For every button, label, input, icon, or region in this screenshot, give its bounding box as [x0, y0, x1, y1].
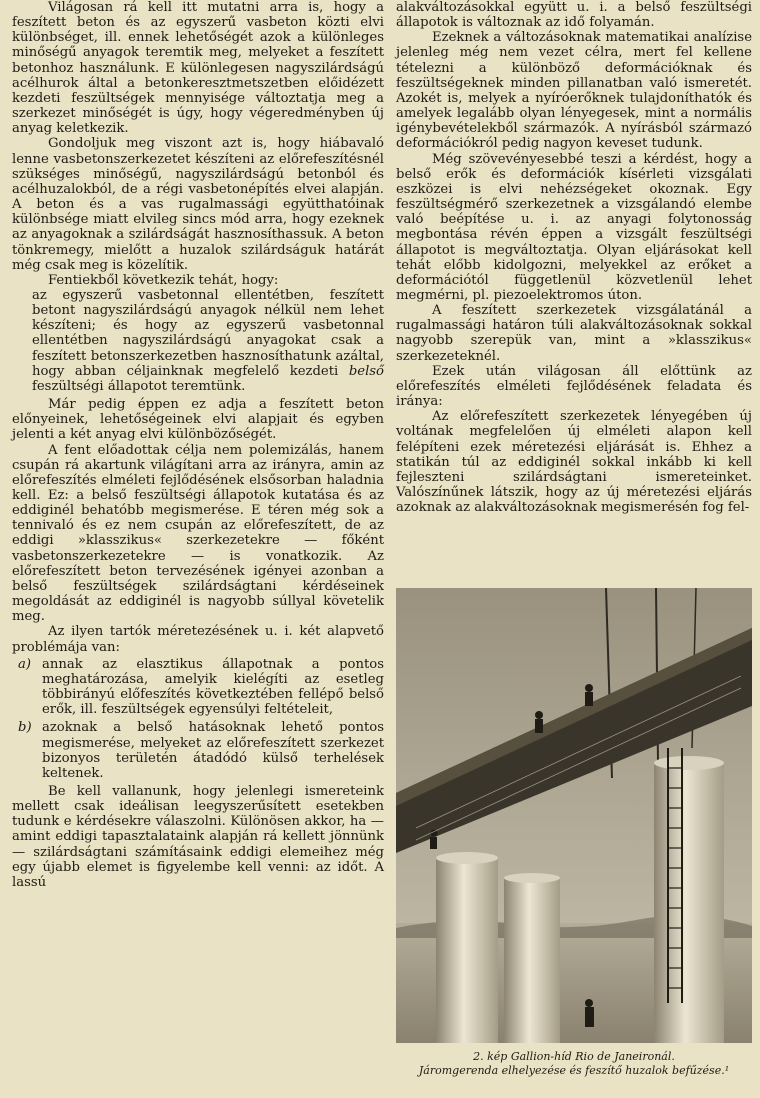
list-marker: a) — [18, 656, 32, 672]
paragraph: Be kell vallanunk, hogy jelenlegi ismereteink mellett csak ideálisan leegyszerűsített esetekben tudunk e kérdésekre válaszolni. Különösen akkor, ha — amint eddigi tapasztalataink alapján rá kellett jönnünk — szilárdságtani számításaink eddigi elemeihez még egy újabb elemet is figyelembe kell venni: az időt. A lassú — [12, 783, 384, 890]
paragraph: Világosan rá kell itt mutatni arra is, hogy a feszített beton és az egyszerű vasbeton közti elvi különbséget, ill. ennek lehetőségét azok a különleges minőségű anyagok teremtik meg, melyeket a feszített betonhoz használunk. E különlegesen nagyszilárdságú acélhurok által a betonkeresztmetszetben előidézett kezdeti feszültségek mennyisége változtatja meg a szerkezet minőségét is úgy, hogy végeredményben új anyag keletkezik. — [12, 0, 384, 137]
list-item — [12, 657, 384, 718]
list-item-text: annak az elasztikus állapotnak a pontos meghatározása, amelyik kielégíti az esetleg többirányú előfeszítés következtében fellépő belső erők, ill. feszültségek egyensúlyi feltételeit, — [42, 656, 384, 718]
right-column — [396, 0, 752, 515]
paragraph: Fentiekből következik tehát, hogy: — [48, 272, 279, 288]
emphasis: belső — [348, 363, 384, 379]
paragraph: A feszített szerkezetek vizsgálatánál a rugalmassági határon túli alakváltozásoknak sokkal nagyobb szerepük van, mint a »klasszikus« szerkezeteknél. — [396, 303, 752, 364]
paragraph: Gondoljuk meg viszont azt is, hogy hiábavaló lenne vasbetonszerkezetet készíteni az előrefeszítésnél szükséges minőségű, nagyszilárdságú betonból és acélhuzalokból, de a régi vasbetonépítés elvei alapján. A beton és a vas rugalmassági együtthatóinak különbsége miatt elvileg sincs mód arra, hogy ezeknek az anyagoknak a szilárdságát hasznosíthassuk. A beton tönkremegy, mielőtt a huzalok szilárdságuk határát még csak meg is közelítik. — [12, 136, 384, 273]
conclusion-text-end: feszültségi állapotot teremtünk. — [32, 378, 246, 394]
paragraph: Már pedig éppen ez adja a feszített beton előnyeinek, lehetőségeinek elvi alapjait és egyben jelenti a két anyag elvi különbözőségét. — [12, 397, 384, 443]
paragraph: Az ilyen tartók méretezésének u. i. két alapvető problémája van: — [12, 624, 384, 655]
bridge-photo-drawing — [396, 588, 752, 1043]
paragraph: Ezeknek a változásoknak matematikai analízise jelenleg még nem vezet célra, mert fel kellene tételezni a különböző deformációknak és feszültségeknek minden pillanatban való ismeretét. Azokét is, melyek a nyíróerőknek tulajdoníthatók és amelyek legalább olyan lényegesek, mint a normális igénybevételekből származók. A nyírásból származó deformációkról pedig nagyon keveset tudunk. — [396, 30, 752, 152]
bridge-photo — [396, 588, 752, 1043]
list-marker: b) — [18, 720, 32, 736]
list-item — [12, 720, 384, 781]
figure-caption — [396, 1050, 752, 1078]
caption-description: Járomgerenda elhelyezése és feszítő huzalok befűzése.¹ — [418, 1064, 730, 1077]
indented-conclusion — [12, 288, 384, 394]
list-item-text: azoknak a belső hatásoknak lehető pontos megismerése, melyeket az előrefeszített szerkezet bizonyos területén átadódó külső terhelések keltenek. — [42, 720, 384, 781]
paragraph: A fent előadottak célja nem polemizálás, hanem csupán rá akartunk világítani arra az irányra, amin az előrefeszítés elméleti fejlődésének elsősorban haladnia kell. Ez: a belső feszültségi állapotok kutatása és az eddiginél behatóbb megismerése. E téren még sok a tennivaló és ez nem csupán az előrefeszített, de az eddigi »klasszikus« szerkezetekre — főként vasbetonszerkezetekre — is vonatkozik. Az előrefeszített beton tervezésének igényei azonban a belső feszültségek szilárdságtani kérdéseinek megoldását az eddiginél is nagyobb súllyal követelik meg. — [12, 442, 384, 625]
caption-title: 2. kép Gallion-híd Rio de Janeironál. — [473, 1050, 675, 1063]
paragraph: alakváltozásokkal együtt u. i. a belső feszültségi állapotok is változnak az idő folyamán. — [396, 0, 752, 31]
paragraph — [32, 288, 384, 394]
conclusion-text: az egyszerű vasbetonnal ellentétben, feszített betont nagyszilárdságú anyagok nélkül nem lehet készíteni; és hogy az egyszerű vasbetonnal ellentétben nagyszilárdságú anyagokat csak a feszített betonszerkezetben hasznosíthatunk azáltal, hogy abban céljainknak megfelelő kezdeti — [32, 287, 384, 379]
paragraph: Az előrefeszített szerkezetek lényegében új voltának megfelelően új elméleti alapon kell felépíteni ezek méretezési eljárását is. Ehhez a statikán túl az eddiginél sokkal inkább ki kell fejleszteni szilárdságtani ismereteinket. Valószínűnek látszik, hogy az új méretezési eljárás azoknak az alakváltozásoknak megismerésén fog fel- — [396, 409, 752, 516]
left-column — [12, 0, 384, 890]
paragraph: Még szövevényesebbé teszi a kérdést, hogy a belső erők és deformációk kísérleti vizsgálati eszközei is elvi nehézségeket okoznak. Egy feszültségmérő szerkezetnek a vizsgálandó elembe való beépítése u. i. az anyagi folytonosság megbontása révén éppen a vizsgált feszültségi állapotot is megváltoztatja. Olyan eljárásokat kell tehát előbb kidolgozni, melyekkel az erőket a deformációtól függetlenül közvetlenül lehet megmérni, pl. piezoelektromos úton. — [396, 151, 752, 303]
paragraph: Ezek után világosan áll előttünk az előrefeszítés elméleti fejlődésének feladata és iránya: — [396, 363, 752, 410]
